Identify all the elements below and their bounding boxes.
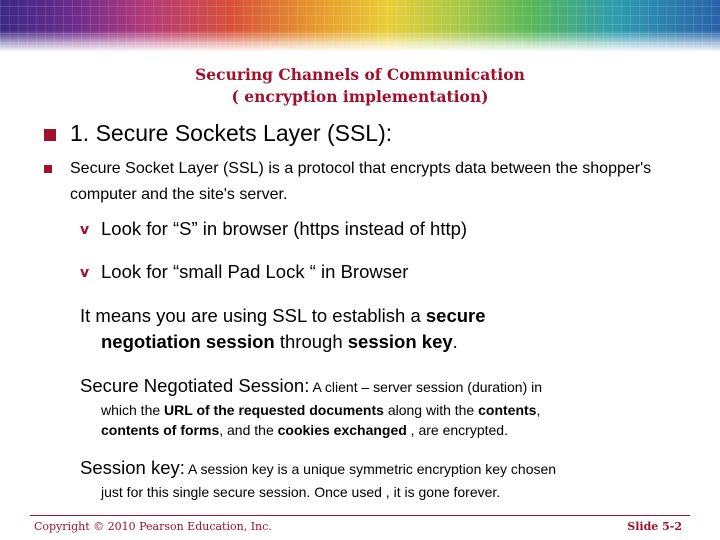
meaning-period: . [452,331,458,352]
session-key-term: Session key: [80,457,185,478]
slide-title-line2: ( encryption implementation) [231,87,489,106]
meaning-text: It means you are using SSL to establish a [80,305,426,326]
sns-forms: contents of forms [101,422,220,438]
sns-cookies: cookies exchanged [277,422,407,438]
meaning-through: through [274,331,348,352]
sns-text: , and the [219,422,278,438]
check-item-padlock: Look for “small Pad Lock “ in Browser [101,261,409,282]
sns-contents: contents [478,402,537,418]
sns-text: , [536,402,541,418]
header-banner [0,0,720,52]
meaning-secure: secure [425,305,486,326]
sns-def-start: A client – server session (duration) in [309,379,543,395]
meaning-line2 [80,329,640,355]
square-bullet-icon [44,129,56,141]
sns-definition-continued [101,400,661,440]
checkmark-v-icon: v [80,265,90,281]
intro-paragraph: Secure Socket Layer (SSL) is a protocol that encrypts data between the shopper's computer and the site's server. [70,160,652,203]
slide-number: Slide 5-2 [627,520,682,533]
slide-title-line1: Securing Channels of Communication [195,65,525,84]
footer-copyright: Copyright © 2010 Pearson Education, Inc. [34,520,272,533]
slide-title [0,64,720,108]
checkmark-v-icon: v [80,222,90,238]
sns-text: which the [101,402,165,418]
session-key-definition [80,456,680,481]
meaning-session-key: session key [347,331,453,352]
session-key-definition-continued: just for this single secure session. Once used , it is gone forever. [101,484,501,500]
session-key-def-start: A session key is a unique symmetric encryption key chosen [184,461,557,477]
sns-text: , are encrypted. [406,422,508,438]
sns-term: Secure Negotiated Session: [80,375,310,396]
meaning-negotiation-session: negotiation session [101,331,275,352]
check-item-https: Look for “S” in browser (https instead of http) [101,218,468,239]
footer-divider [30,515,690,516]
square-bullet-icon [44,165,52,173]
sns-definition [80,374,660,399]
ssl-meaning-paragraph [80,303,640,355]
sns-text: along with the [383,402,479,418]
section-heading: 1. Secure Sockets Layer (SSL): [70,120,393,146]
sns-url: URL of the requested documents [164,402,384,418]
